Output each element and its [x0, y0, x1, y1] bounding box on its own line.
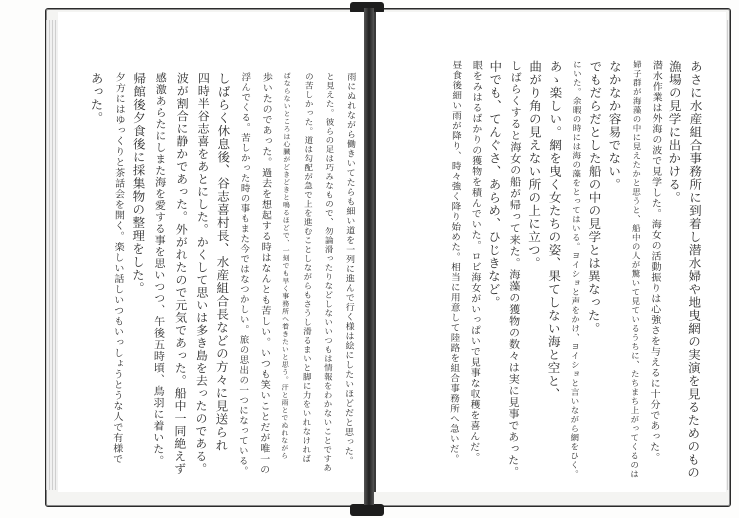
text-column: 漁場の見学に出かける。 — [666, 59, 683, 205]
text-column: 感激あらたにしまた海を愛する事を思いつつ、午後五時頃、鳥羽に着いた。 — [151, 71, 168, 467]
text-column: しばらくすると海女の船が帰って来た。海藻の獲物の数々は実に見事であった。 — [506, 59, 523, 478]
text-column: あさに水産組合事務所に到着し潜水婦や地曳網の実演を見るためのもの — [685, 59, 704, 480]
text-column: 帰館後夕食後に採集物の整理をした。 — [130, 71, 147, 295]
text-column: 眼をみはるばかりの獲物を積んでいた。ロビ海女がいっぱいで見事な収穫を喜んだ。 — [467, 59, 482, 463]
text-column: ばならないところは心臓がどきどきと鳴るほどで、一刻でも早く事務所へ着きたいと思う。汗と雨とでぬれながら — [280, 71, 292, 460]
left-page — [58, 12, 366, 492]
text-column: でもだらだとした船の中の見学とは異なった。 — [586, 59, 603, 336]
text-column: の苦しかった。道は勾配が急で上を進むことしながらもさうし滑るまいと脚に力をいれなければ — [300, 71, 314, 464]
text-column: あゝ楽しい。網を曳く女たちの姿、果てしない海と空と、 — [545, 59, 564, 401]
text-column: 潜水作業は外海の波で見学した。海女の活動振りは心強さを与えるに十分であった。 — [647, 59, 662, 463]
text-column: あった。 — [88, 71, 105, 125]
page-edges-left — [46, 20, 58, 490]
text-column: 浮んでくる。苦しかった時の事もまた今ではなつかしい。旅の思出の一つになっている。 — [236, 71, 251, 477]
text-column: 婦子群が海藻の中に見えたかと思うと、船中の人が驚いて見ているうちに、たちまち上がってくるのは — [628, 59, 642, 479]
text-column: 夕方にはゆっくりと茶話会を開く。楽しい話しいつもいっしょうとうな人で有様で — [110, 71, 125, 465]
text-column: 昼食後細い雨が降り、時々強く降り始めた。相当に用意して陸路を組合事務所へ急いだ。 — [447, 59, 462, 465]
book-spine — [364, 8, 374, 505]
text-column: しばらく休息後、谷志喜村長、水産組合長などの方々に見送られ — [213, 71, 232, 452]
binding-clip-bottom — [350, 504, 384, 516]
text-column: 歩いたのであった。過去を想起する時はなんとも苦しい。いつも笑いことだが唯一の — [257, 71, 272, 475]
text-column: 中でも、てんぐさ、あらめ、ひじきなど。 — [486, 59, 503, 309]
text-column: 四時半谷志喜をあとにした。かくして思いは多き島を去ったのである。 — [193, 71, 211, 476]
text-column: 曲がり角の見えない所の上に立つ。 — [526, 59, 543, 270]
text-column: 雨にぬれながら働きいてたらも細い道を一列に進んで行く様は絵にしたいほどだと思った。 — [342, 71, 356, 466]
text-column: なかなか容易でない。 — [606, 59, 623, 192]
text-column: にいた。余暇の時には海の藻をとってはいる。ヨイショと声をかけ、ヨイショと言いながら網をひく。 — [568, 59, 582, 479]
text-column: 波が割合に静かであった。外がれたので元気であった。船中一同絶えず — [172, 71, 190, 476]
text-column: と見えた。彼らの足は巧みなもので、勿論滑ったりなどしないいつもは情報をわかないことですあ — [321, 71, 335, 473]
right-page — [374, 12, 726, 492]
